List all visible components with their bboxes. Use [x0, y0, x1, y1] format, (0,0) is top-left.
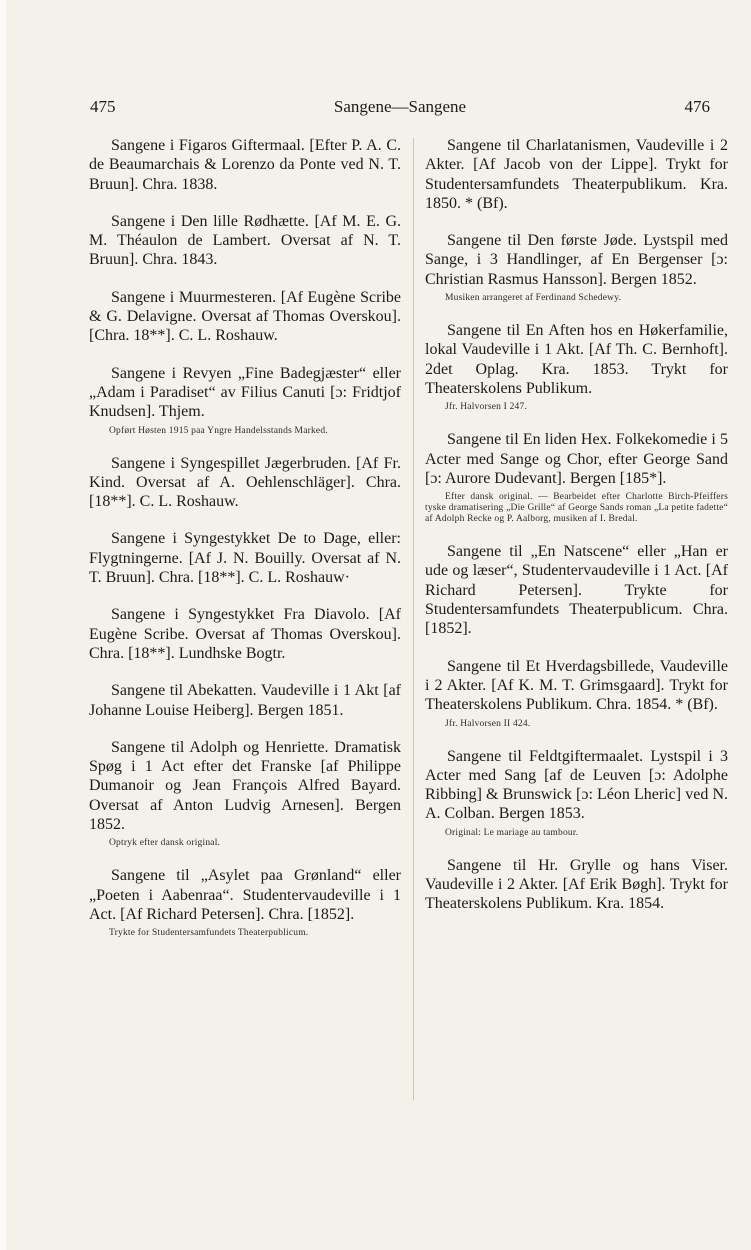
entry: Sangene i Muurmesteren. [Af Eugène Scribe & G. Delavigne. Oversat af Thomas Overskou]. [Chra. 18**]. C. L. Roshauw.: [89, 288, 401, 345]
entry: Sangene i Revyen „Fine Badegjæster“ eller „Adam i Paradiset“ av Filius Canuti [ɔ: Fridtjof Knudsen]. Thjem.: [89, 364, 401, 421]
page-number-right: 476: [684, 97, 710, 116]
page-edge: [0, 0, 6, 1250]
running-head: Sangene—Sangene: [333, 97, 467, 116]
entry: Sangene til „Asylet paa Grønland“ eller „Poeten i Aabenraa“. Studentervaudeville i 1 Act. [Af Richard Petersen]. Chra. [1852].: [89, 867, 401, 923]
entry-note: Opført Høsten 1915 paa Yngre Handelsstands Marked.: [109, 425, 328, 436]
entry-note: Trykte for Studentersamfundets Theaterpublicum.: [109, 928, 309, 939]
entry: Sangene til Adolph og Henriette. Dramatisk Spøg i 1 Act efter det Franske [af Philippe Dumanoir og Jean François Alfred Bayard. Oversat af Anton Ludvig Arnesen]. Bergen 1852.: [89, 738, 401, 834]
entry-note: Efter dansk original. — Bearbeidet efter Charlotte Birch-Pfeiffers tyske dramatisering „Die Grille“ af George Sands roman „La petite fadette“ af Adolph Recke og P. Aalborg, musiken af I. Bredal.: [425, 492, 728, 525]
entry: Sangene i Syngespillet Jægerbruden. [Af Fr. Kind. Oversat af A. Oehlenschläger]. Chra. [18**]. C. L. Roshauw.: [89, 454, 401, 511]
entry: Sangene til En liden Hex. Folkekomedie i 5 Acter med Sange og Chor, efter George Sand [ɔ: Aurore Dudevant]. Bergen [185*].: [425, 431, 728, 487]
entry-note: Original: Le mariage au tambour.: [445, 827, 579, 838]
entry-note: Optryk efter dansk original.: [109, 838, 221, 849]
entry-note: Musiken arrangeret af Ferdinand Schedewy.: [445, 293, 622, 304]
entry: Sangene til „En Natscene“ eller „Han er ude og læser“, Studentervaudeville i 1 Act. [Af Richard Petersen]. Trykte for Studentersamfundets Theaterpublicum. Chra.[1852].: [425, 543, 728, 638]
page-header: [90, 97, 710, 121]
entry: Sangene i Syngestykket De to Dage, eller: Flygtningerne. [Af J. N. Bouilly. Oversat af N. T. Bruun]. Chra. [18**]. C. L. Roshauw·: [89, 530, 401, 587]
entry: Sangene i Den lille Rødhætte. [Af M. E. G. M. Théaulon de Lambert. Oversat af N. T. Bruun]. Chra. 1843.: [89, 212, 401, 269]
entry: Sangene til Charlatanismen, Vaudeville i 2 Akter. [Af Jacob von der Lippe]. Trykt for Studentersamfundets Theaterpublikum. Kra. 1850. * (Bf).: [425, 137, 728, 212]
column-divider: [413, 138, 414, 1100]
entry-note: Jfr. Halvorsen I 247.: [445, 402, 528, 413]
entry: Sangene til Hr. Grylle og hans Viser. Vaudeville i 2 Akter. [Af Erik Bøgh]. Trykt for Theaterskolens Publikum. Kra. 1854.: [425, 856, 728, 913]
right-column: [425, 136, 728, 932]
entry-note: Jfr. Halvorsen II 424.: [445, 718, 531, 729]
entry: Sangene til Et Hverdagsbillede, Vaudeville i 2 Akter. [Af K. M. T. Grimsgaard]. Trykt for Theaterskolens Publikum. Chra. 1854. * (Bf).: [425, 657, 728, 714]
entry: Sangene til Den første Jøde. Lystspil med Sange, i 3 Handlinger, af En Bergenser [ɔ: Christian Rasmus Hansson]. Bergen 1852.: [425, 232, 728, 288]
entry: Sangene til Abekatten. Vaudeville i 1 Akt [af Johanne Louise Heiberg]. Bergen 1851.: [89, 682, 401, 719]
left-column: [89, 136, 401, 956]
entry: Sangene i Syngestykket Fra Diavolo. [Af Eugène Scribe. Oversat af Thomas Overskou]. Chra. [18**]. Lundhske Bogtr.: [89, 606, 401, 662]
entry: Sangene til Feldtgiftermaalet. Lystspil i 3 Acter med Sang [af de Leuven [ɔ: Adolphe Ribbing] & Brunswick [ɔ: Léon Lheric] ved N. A. Colban. Bergen 1853.: [425, 747, 728, 823]
entry: Sangene i Figaros Giftermaal. [Efter P. A. C. de Beaumarchais & Lorenzo da Ponte ved N. T. Bruun]. Chra. 1838.: [89, 137, 401, 193]
page-number-left: 475: [90, 97, 116, 116]
entry: Sangene til En Aften hos en Høkerfamilie, lokal Vaudeville i 1 Akt. [Af Th. C. Bernhoft]. 2det Oplag. Kra. 1853. Trykt for Theaterskolens Publikum.: [425, 322, 728, 397]
